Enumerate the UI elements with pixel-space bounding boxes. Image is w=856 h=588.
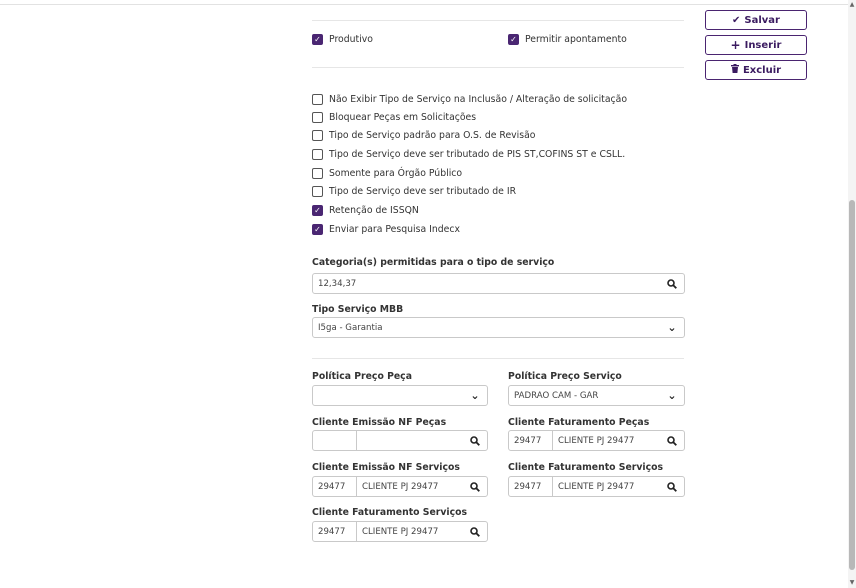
search-icon[interactable] <box>660 431 684 450</box>
checkbox-unchecked-icon[interactable] <box>312 168 323 179</box>
tipo-servico-mbb-select[interactable] <box>312 317 685 338</box>
categoria-label: Categoria(s) permitidas para o tipo de serviço <box>312 257 555 268</box>
divider <box>312 358 684 359</box>
option-checkbox[interactable] <box>312 186 516 197</box>
option-label: Enviar para Pesquisa Indecx <box>329 224 460 235</box>
option-label: Tipo de Serviço deve ser tributado de PIS ST,COFINS ST e CSLL. <box>329 149 626 160</box>
option-checkbox[interactable] <box>312 112 476 123</box>
option-checkbox[interactable] <box>312 149 625 160</box>
tipo-servico-mbb-label: Tipo Serviço MBB <box>312 304 404 315</box>
option-label: Não Exibir Tipo de Serviço na Inclusão / Alteração de solicitação <box>329 94 628 105</box>
vertical-scrollbar[interactable] <box>848 0 856 588</box>
save-button[interactable] <box>705 10 807 30</box>
checkbox-checked-icon[interactable]: ✓ <box>312 224 323 235</box>
client-name-input[interactable]: CLIENTE PJ 29477 <box>558 481 635 492</box>
politica-preco-servico-label: Política Preço Serviço <box>508 371 622 382</box>
checkbox-label: Permitir apontamento <box>525 34 627 45</box>
cliente-faturamento-pecas-field[interactable] <box>508 430 685 451</box>
cliente-emissao-nf-servicos-label: Cliente Emissão NF Serviços <box>312 462 460 473</box>
checkbox-permitir-apontamento[interactable] <box>508 34 627 45</box>
search-icon[interactable] <box>463 431 487 450</box>
option-label: Bloquear Peças em Solicitações <box>329 112 477 123</box>
checkbox-unchecked-icon[interactable] <box>312 130 323 141</box>
categoria-input[interactable]: 12,34,37 <box>318 278 357 289</box>
checkbox-unchecked-icon[interactable] <box>312 94 323 105</box>
cliente-faturamento-pecas-label: Cliente Faturamento Peças <box>508 417 650 428</box>
delete-button-label: Excluir <box>742 64 782 76</box>
cliente-faturamento-servicos-label: Cliente Faturamento Serviços <box>508 462 664 473</box>
client-code-input[interactable] <box>313 431 357 450</box>
client-name-input[interactable]: CLIENTE PJ 29477 <box>362 526 439 537</box>
search-icon[interactable] <box>660 274 684 293</box>
checkbox-unchecked-icon[interactable] <box>312 112 323 123</box>
option-checkbox[interactable] <box>312 94 627 105</box>
client-name-input[interactable]: CLIENTE PJ 29477 <box>558 435 635 446</box>
chevron-down-icon[interactable]: ⌄ <box>667 389 677 402</box>
option-label: Tipo de Serviço padrão para O.S. de Revisão <box>329 130 536 141</box>
client-code-input[interactable]: 29477 <box>313 522 357 541</box>
checkbox-unchecked-icon[interactable] <box>312 149 323 160</box>
scroll-up-arrow-icon[interactable]: ▲ <box>849 1 855 8</box>
checkbox-label: Produtivo <box>329 34 373 45</box>
cliente-emissao-nf-pecas-field[interactable] <box>312 430 488 451</box>
scroll-down-arrow-icon[interactable]: ▼ <box>849 579 855 586</box>
cliente-emissao-nf-pecas-label: Cliente Emissão NF Peças <box>312 417 447 428</box>
checkbox-checked-icon[interactable]: ✓ <box>312 205 323 216</box>
cliente-faturamento-servicos-2-field[interactable] <box>312 521 488 542</box>
search-icon[interactable] <box>463 522 487 541</box>
client-code-input[interactable]: 29477 <box>509 477 553 496</box>
politica-preco-peca-select[interactable] <box>312 385 488 406</box>
action-buttons <box>705 10 807 85</box>
save-button-label: Salvar <box>744 14 780 26</box>
search-icon[interactable] <box>660 477 684 496</box>
plus-icon: + <box>730 38 741 52</box>
divider <box>312 67 684 68</box>
checkbox-checked-icon[interactable]: ✓ <box>312 34 323 45</box>
insert-button-label: Inserir <box>744 39 782 51</box>
option-checkbox[interactable] <box>312 205 419 216</box>
option-label: Somente para Órgão Público <box>329 168 463 179</box>
politica-preco-peca-label: Política Preço Peça <box>312 371 412 382</box>
option-checkbox[interactable] <box>312 130 535 141</box>
politica-preco-servico-value: PADRAO CAM - GAR <box>514 390 599 401</box>
client-code-input[interactable]: 29477 <box>313 477 357 496</box>
top-border <box>0 0 848 5</box>
check-icon: ✔ <box>732 14 741 26</box>
chevron-down-icon[interactable]: ⌄ <box>667 321 677 334</box>
option-label: Tipo de Serviço deve ser tributado de IR <box>329 186 517 197</box>
checkbox-produtivo[interactable] <box>312 34 373 45</box>
cliente-faturamento-servicos-field[interactable] <box>508 476 685 497</box>
client-name-input[interactable] <box>357 431 463 450</box>
tipo-servico-mbb-value: I5ga - Garantia <box>318 322 383 333</box>
client-code-input[interactable]: 29477 <box>509 431 553 450</box>
politica-preco-servico-select[interactable] <box>508 385 685 406</box>
trash-icon <box>731 64 739 76</box>
chevron-down-icon[interactable]: ⌄ <box>470 389 480 402</box>
scroll-thumb[interactable] <box>849 200 855 570</box>
option-checkbox[interactable] <box>312 224 460 235</box>
checkbox-checked-icon[interactable]: ✓ <box>508 34 519 45</box>
politica-preco-peca-value <box>313 386 463 405</box>
search-icon[interactable] <box>463 477 487 496</box>
cliente-faturamento-servicos-2-label: Cliente Faturamento Serviços <box>312 507 468 518</box>
option-label: Retenção de ISSQN <box>329 205 419 216</box>
divider <box>312 20 684 21</box>
insert-button[interactable] <box>705 35 807 55</box>
delete-button[interactable] <box>705 60 807 80</box>
categoria-field[interactable] <box>312 273 685 294</box>
cliente-emissao-nf-servicos-field[interactable] <box>312 476 488 497</box>
checkbox-unchecked-icon[interactable] <box>312 186 323 197</box>
option-checkbox[interactable] <box>312 168 462 179</box>
client-name-input[interactable]: CLIENTE PJ 29477 <box>362 481 439 492</box>
